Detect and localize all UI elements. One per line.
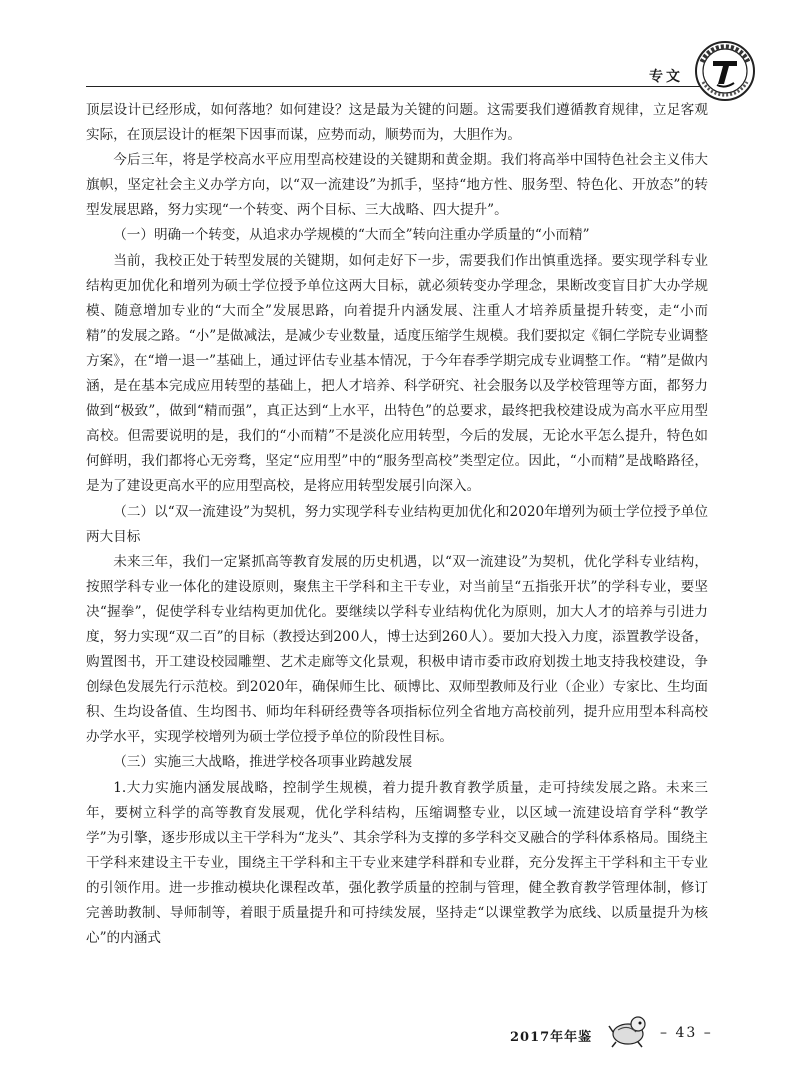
section-label: 专文	[649, 69, 683, 85]
article-body	[86, 98, 708, 951]
page-footer	[500, 1012, 740, 1052]
section-heading: （二）以“双一流建设”为契机，努力实现学科专业结构更加优化和2020年增列为硕士学位授予单位两大目标	[86, 503, 708, 545]
paragraph: 今后三年，将是学校高水平应用型高校建设的关键期和黄金期。我们将高举中国特色社会主义伟大旗帜，坚定社会主义办学方向，以“双一流建设”为抓手，坚持“地方性、服务型、特色化、开放态”的转型发展思路，努力实现“一个转变、两个目标、三大战略、四大提升”。	[86, 152, 708, 219]
page-number: – 43 –	[660, 1025, 713, 1041]
paragraph: 顶层设计已经形成，如何落地？如何建设？这是最为关键的问题。这需要我们遵循教育规律，立足客观实际，在顶层设计的框架下因事而谋，应势而动，顺势而为，大胆作为。	[86, 102, 708, 144]
yearbook-label: 2017年年鉴	[510, 1030, 593, 1045]
paragraph: 未来三年，我们一定紧抓高等教育发展的历史机遇，以“双一流建设”为契机，优化学科专业结构，按照学科专业一体化的建设原则，聚焦主干学科和主干专业，对当前呈“五指张开状”的学科专业，要坚决“握拳”，促使学科专业结构更加优化。要继续以学科专业结构优化为原则，加大人才的培养与引进力度，努力实现“双二百”的目标（教授达到200人，博士达到260人）。要加大投入力度，添置教学设备，购置图书，开工建设校园雕塑、艺术走廊等文化景观，积极申请市委市政府划拨土地支持我校建设，争创绿色发展先行示范校。到2020年，确保师生比、硕博比、双师型教师及行业（企业）专家比、生均面积、生均设备值、生均图书、师均年科研经费等各项指标位列全省地方高校前列，提升应用型本科高校办学水平，实现学校增列为硕士学位授予单位的阶段性目标。	[86, 553, 708, 746]
paragraph: 1.大力实施内涵发展战略，控制学生规模，着力提升教育教学质量，走可持续发展之路。未来三年，要树立科学的高等教育发展观，优化学科结构，压缩调整专业，以区域一流建设培育学科“教学学”为引擎，逐步形成以主干学科为“龙头”、其余学科为支撑的多学科交叉融合的学科体系格局。围绕主干学科来建设主干专业，围绕主干学科和主干专业来建学科群和专业群，充分发挥主干学科和主干专业的引领作用。进一步推动模块化课程改革，强化教学质量的控制与管理，健全教育教学管理体制，修订完善助教制、导师制等，着眼于质量提升和可持续发展，坚持走“以课堂教学为底线、以质量提升为核心”的内涵式	[86, 779, 708, 947]
paragraph: 当前，我校正处于转型发展的关键期，如何走好下一步，需要我们作出慎重选择。要实现学科专业结构更加优化和增列为硕士学位授予单位这两大目标，就必须转变办学理念，果断改变盲目扩大办学规模、随意增加专业的“大而全”发展思路，向着提升内涵发展、注重人才培养质量提升转变，走“小而精”的发展之路。“小”是做减法，是减少专业数量，适度压缩学生规模。我们要拟定《铜仁学院专业调整方案》，在“增一退一”基础上，通过评估专业基本情况，于今年春季学期完成专业调整工作。“精”是做内涵，是在基本完成应用转型的基础上，把人才培养、科学研究、社会服务以及学校管理等方面，都努力做到“极致”，做到“精而强”，真正达到“上水平，出特色”的总要求，最终把我校建设成为高水平应用型高校。但需要说明的是，我们的“小而精”不是淡化应用转型，今后的发展，无论水平怎么提升，特色如何鲜明，我们都将心无旁骛，坚定“应用型”中的“服务型高校”类型定位。因此，“小而精”是战略路径，是为了建设更高水平的应用型高校，是将应用转型发展引向深入。	[86, 252, 708, 495]
yearbook-mascot-icon	[608, 1012, 654, 1048]
page-header	[86, 40, 758, 90]
section-heading: （一）明确一个转变，从追求办学规模的“大而全”转向注重办学质量的“小而精”	[113, 227, 590, 244]
section-heading: （三）实施三大战略，推进学校各项事业跨越发展	[113, 754, 413, 771]
header-rule	[86, 86, 706, 87]
tongren-university-seal-icon	[694, 40, 756, 102]
